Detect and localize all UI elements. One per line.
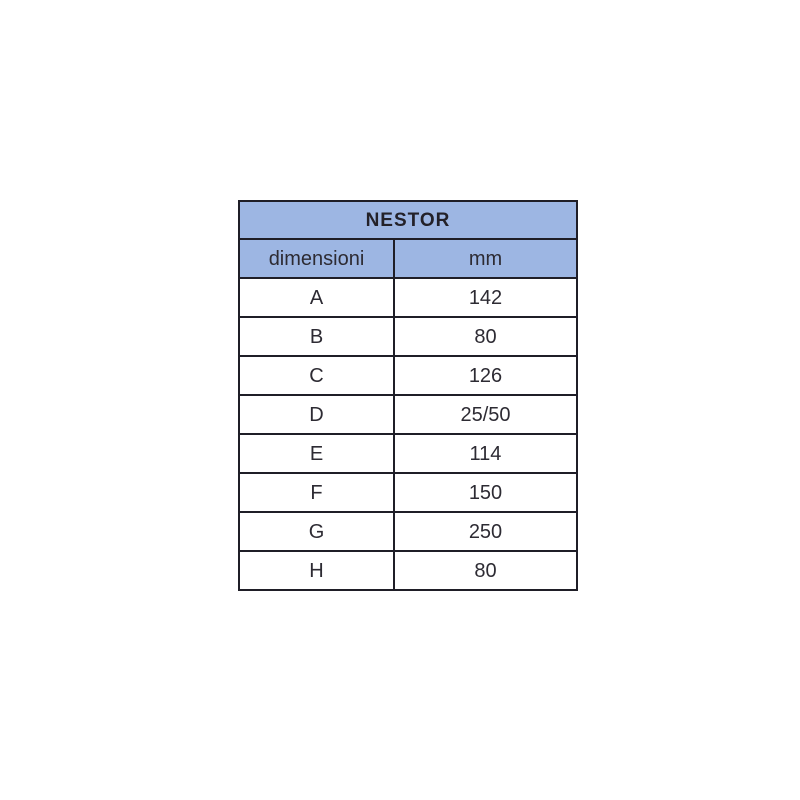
table-header-row <box>239 239 577 278</box>
table-row <box>239 551 577 590</box>
table-row <box>239 512 577 551</box>
column-header-dimensioni: dimensioni <box>239 239 394 278</box>
table-title-row <box>239 201 577 239</box>
dimension-label: B <box>239 317 394 356</box>
dimension-label: H <box>239 551 394 590</box>
dimension-value: 142 <box>394 278 577 317</box>
dimension-value: 250 <box>394 512 577 551</box>
table-title: NESTOR <box>239 201 577 239</box>
dimension-label: A <box>239 278 394 317</box>
table-row <box>239 434 577 473</box>
dimension-value: 80 <box>394 551 577 590</box>
dimension-value: 126 <box>394 356 577 395</box>
table-row <box>239 278 577 317</box>
table-row <box>239 356 577 395</box>
dimension-label: D <box>239 395 394 434</box>
column-header-mm: mm <box>394 239 577 278</box>
dimension-label: C <box>239 356 394 395</box>
dimension-label: G <box>239 512 394 551</box>
dimension-value: 114 <box>394 434 577 473</box>
table-row <box>239 317 577 356</box>
dimension-value: 150 <box>394 473 577 512</box>
dimension-label: E <box>239 434 394 473</box>
dimension-value: 80 <box>394 317 577 356</box>
dimension-value: 25/50 <box>394 395 577 434</box>
table-row <box>239 473 577 512</box>
dimensions-table <box>238 200 578 591</box>
dimension-label: F <box>239 473 394 512</box>
table-row <box>239 395 577 434</box>
